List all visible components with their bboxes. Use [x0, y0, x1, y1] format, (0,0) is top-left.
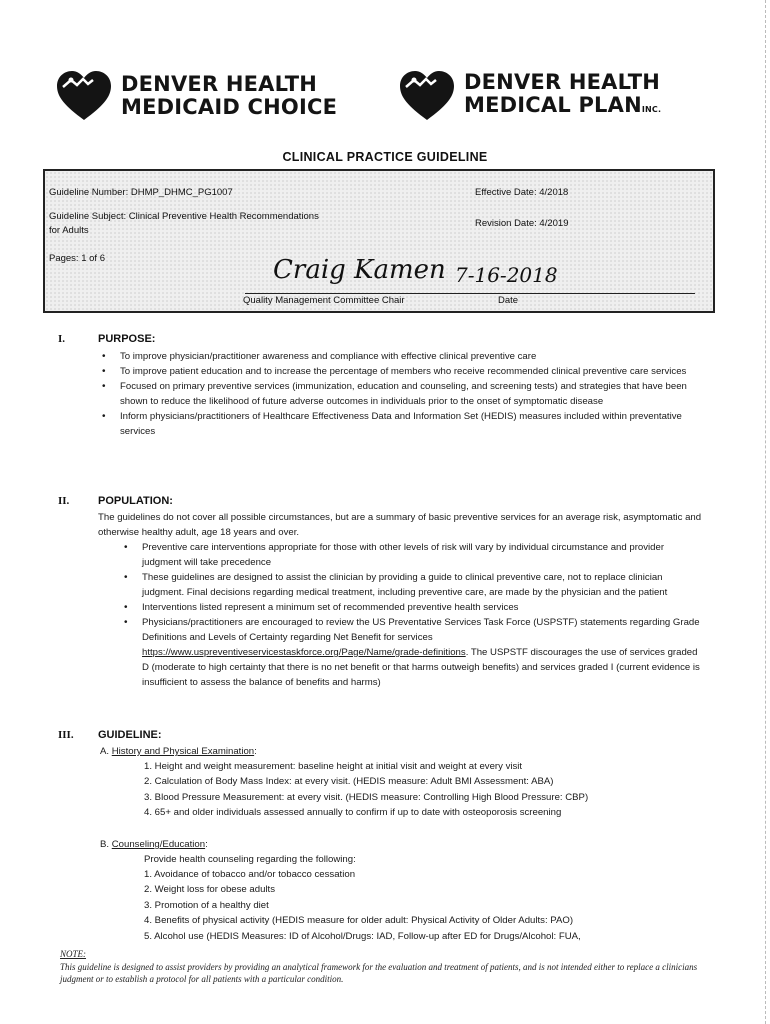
list-item: • To improve patient education and to increase the percentage of members who receive recommended clinical preventive care services [98, 364, 698, 379]
note-label-text: NOTE: [60, 949, 87, 959]
heart-logo-icon [398, 70, 456, 122]
subsection-b-heading: B. Counseling/Education: [100, 839, 208, 850]
effective-date: Effective Date: 4/2018 [475, 187, 569, 198]
revision-date: Revision Date: 4/2019 [475, 218, 569, 229]
list-item: 1. Avoidance of tobacco and/or tobacco cessation [144, 869, 356, 880]
logo-line1: DENVER HEALTH [464, 70, 661, 94]
pages-count: Pages: 1 of 6 [49, 253, 105, 264]
date-label: Date [498, 295, 519, 306]
note-text: This guideline is designed to assist providers by providing an analytical framework for the evaluation and treatment of patients, and is not intended either to replace a clinicians judgment or to establish a protocol for all patients with a particular condition. [60, 962, 698, 984]
uspstf-grade-definitions-link[interactable]: https://www.uspreventiveservicestaskforce.org/Page/Name/grade-definitions [142, 647, 466, 658]
population-list [120, 540, 700, 690]
logo-suffix: INC. [641, 105, 662, 114]
list-item: 3. Blood Pressure Measurement: at every visit. (HEDIS measure: Controlling High Blood Pressure: CBP) [144, 791, 589, 803]
list-item: 4. 65+ and older individuals assessed annually to confirm if up to date with osteoporosis screening [144, 807, 562, 819]
purpose-list [98, 349, 698, 439]
list-item: • Focused on primary preventive services (immunization, education and counseling, and screening tests) and strategies that have been shown to reduce the likelihood of future adverse outcomes in individuals prior to the onset of symptomatic disease [98, 379, 698, 409]
list-item: • Interventions listed represent a minimum set of recommended preventive health services [120, 600, 700, 615]
section-heading-guideline: GUIDELINE: [98, 729, 162, 741]
guideline-subject: Guideline Subject: Clinical Preventive Health Recommendations [49, 211, 319, 222]
list-item: • To improve physician/practitioner awareness and compliance with effective clinical preventive care [98, 349, 698, 364]
history-physical-list [144, 759, 704, 821]
chair-label: Quality Management Committee Chair [243, 295, 405, 306]
list-item: 2. Calculation of Body Mass Index: at every visit. (HEDIS measure: Adult BMI Assessment: ABA) [144, 776, 554, 788]
list-item: 1. Height and weight measurement: baseline height at initial visit and weight at every visit [144, 761, 523, 772]
subsection-a-heading: A. History and Physical Examination: [100, 746, 257, 757]
list-item: • These guidelines are designed to assist the clinician by providing a guide to clinical preventive care, not to replace clinician judgment. Final decisions regarding medical treatment, including preventive care, are made by the physician and the patient [120, 570, 700, 600]
section-number: I. [58, 333, 66, 345]
note-label [60, 948, 86, 960]
subsection-title: History and Physical Examination [111, 746, 255, 757]
section-number: III. [58, 729, 74, 741]
document-title: CLINICAL PRACTICE GUIDELINE [282, 150, 488, 164]
list-item: • Preventive care interventions appropriate for those with other levels of risk will vary by individual circumstance and provider judgment will take precedence [120, 540, 700, 570]
population-intro: The guidelines do not cover all possible circumstances, but are a summary of basic preventive services for an average risk, asymptomatic and otherwise healthy adult, age 18 years and over. [98, 512, 702, 538]
guideline-number: Guideline Number: DHMP_DHMC_PG1007 [49, 187, 233, 198]
subsection-label: A. [100, 746, 110, 757]
list-item [120, 615, 700, 690]
scan-edge [765, 0, 770, 1024]
counseling-intro: Provide health counseling regarding the following: [144, 854, 356, 865]
section-number: II. [58, 495, 70, 507]
logo-line2: MEDICAID CHOICE [121, 95, 338, 119]
logo-line1: DENVER HEALTH [121, 72, 318, 96]
list-item-text: . The USPSTF discourages the use of services graded D (moderate to high certainty that there is no net benefit or that harms outweigh benefits) and services graded I (current evidence is insufficient to assess the balance of benefits and harms) [142, 647, 700, 688]
list-item-text: Physicians/practitioners are encouraged to review the US Preventative Services Task Force (USPSTF) statements regarding Grade Definitions and Levels of Certainty regarding Net Benefit for services [142, 617, 700, 643]
logo-line2-text: MEDICAL PLAN [464, 93, 642, 117]
section-heading-population: POPULATION: [98, 495, 173, 507]
list-item: • Inform physicians/practitioners of Healthcare Effectiveness Data and Information Set (HEDIS) measures included within preventative services [98, 409, 698, 439]
heart-logo-icon [55, 70, 113, 122]
subsection-title: Counseling/Education [111, 839, 206, 850]
signature-name: Craig Kamen [273, 255, 446, 285]
list-item: 5. Alcohol use (HEDIS Measures: ID of Alcohol/Drugs: IAD, Follow-up after ED for Drugs/Alcohol: FUA, [144, 930, 581, 942]
guideline-header-box [43, 169, 715, 313]
section-heading-purpose: PURPOSE: [98, 333, 156, 345]
counseling-list [144, 867, 724, 944]
denver-health-medical-plan-logo [398, 70, 661, 122]
list-item: 4. Benefits of physical activity (HEDIS measure for older adult: Physical Activity of Older Adults: PAO) [144, 915, 574, 927]
signature-date: 7-16-2018 [455, 263, 558, 287]
logo-line2 [464, 94, 661, 121]
guideline-subject-cont: for Adults [49, 225, 89, 236]
denver-health-medicaid-choice-logo [55, 70, 337, 122]
list-item: 3. Promotion of a healthy diet [144, 899, 269, 911]
list-item: 2. Weight loss for obese adults [144, 884, 276, 896]
signature-line [245, 293, 695, 294]
subsection-label: B. [100, 839, 110, 850]
